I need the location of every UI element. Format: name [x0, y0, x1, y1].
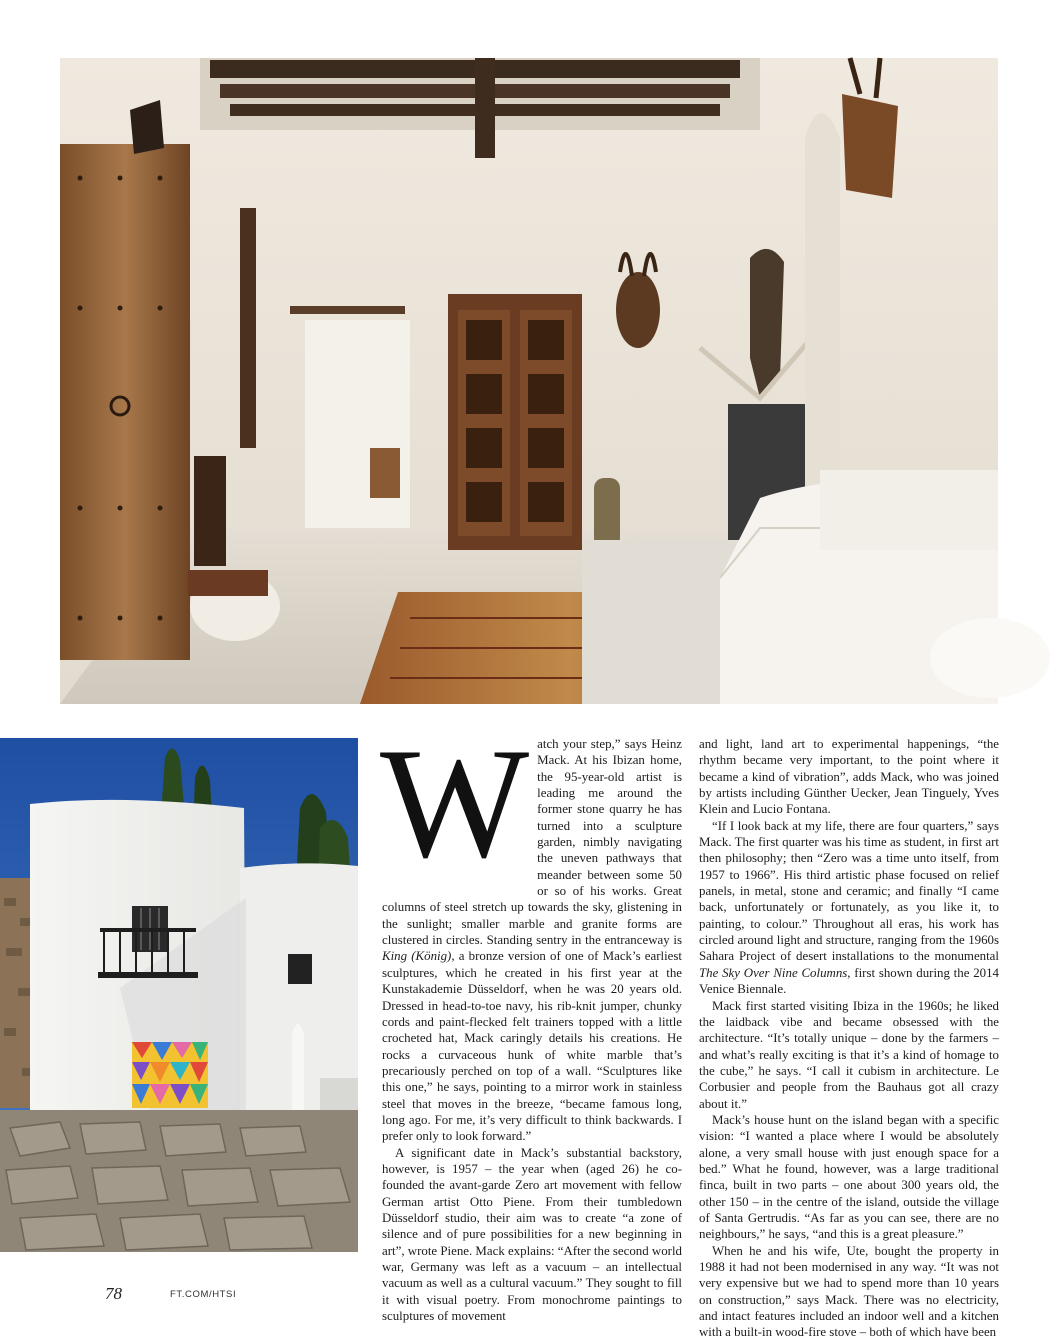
paragraph-text: , first shown during the 2014 Venice Biennale. [699, 965, 999, 997]
paragraph-text: a bronze version of one of Mack’s earliest sculptures, which he created in his first year at the Kunstakademie Düsseldorf, when he was 20 years old. Dressed in head-to-toe navy, his rib-knit jumper, chunky cords and paint-flecked felt trainers topped with a little crocheted hat, Mack caringly details his creations. He rocks a curvaceous hunk of white marble that’s precariously perched on top of a wall. “Sculptures like this one,” he says, pointing to a mirror work in stainless steel that moves in the breeze, “became famous long, long ago. For me, it’s very difficult to think backwards. I prefer only to look forward.” [382, 949, 682, 1144]
drop-cap: W [380, 716, 530, 891]
lead-text: atch your step,” says Heinz Mack. At his Ibizan home, the 95-year-old artist is leading me around the former stone quarry he has turned into a sculpture garden, nimbly navigating the uneven pathways that meander between some 50 or so of his works. Great columns of steel stretch up towards the sky, glistening in the sunlight; smaller marble and granite forms are clustered in circles. Standing sentry in the entranceway is [382, 737, 682, 948]
site-url: FT.COM/HTSI [170, 1289, 237, 1300]
whitewashed-finca-exterior-photo [0, 738, 358, 1252]
sculpture-title: King (König), [382, 949, 455, 964]
interior-living-room-photo [60, 58, 998, 704]
article-paragraph [699, 818, 999, 998]
article-paragraph: Mack first started visiting Ibiza in the 1960s; he liked the laidback vibe and became obsessed with the architecture. “It’s totally unique – done by the farmers – and what’s really exciting is that it’s a kind of homage to the cube,” he says. “I call it cubism in architecture. Le Corbusier and people from the Bauhaus got all crazy about it.” [699, 998, 999, 1111]
article-column-2 [699, 736, 999, 1341]
article-paragraph: Mack’s house hunt on the island began with a specific vision: “I wanted a place where I would be absolutely alone, a very small house with just enough space for a bed.” What he found, however, was a large traditional finca, built in two parts – one about 300 years old, the other 150 – in the centre of the island, outside the village of Santa Gertrudis. “As far as you can see, there are no neighbours,” he says, “and this is a great pleasure.” [699, 1112, 999, 1242]
article-paragraph: A significant date in Mack’s substantial backstory, however, is 1957 – the year when (aged 26) he co-founded the avant-garde Zero art movement with fellow German artist Otto Piene. From their tumbledown Düsseldorf studio, their aim was to create “a zone of silence and of pure possibilities for a new beginning in art”, wrote Piene. Mack explains: “After the second world war, Germany was left as a vacuum – an intellectual vacuum as well as a cultural vacuum.” They sought to fill it with visual poetry. From monochrome paintings to sculptures of movement [382, 1145, 682, 1324]
article-paragraph: and light, land art to experimental happenings, “the rhythm became very important, to the point where it became a kind of vibration”, adds Mack, who was joined by artists including Günther Uecker, Jean Tinguely, Yves Klein and Lucio Fontana. [699, 737, 999, 817]
article-column-1 [380, 716, 682, 1324]
paragraph-text: “If I look back at my life, there are four quarters,” says Mack. The first quarter was his time as student, in first art then philosophy; then “Zero was a time unto itself, from 1957 to 1966”. His third artistic phase focused on relief panels, in metal, stone and ceramic; and finally “I came back, unfortunately or fortunately, as you like it, to painting, to colour.” Throughout all eras, his work has circled around light and structure, ranging from the 1960s Sahara Project of desert installations to the monumental [699, 818, 999, 964]
artwork-title: The Sky Over Nine Columns [699, 965, 848, 980]
page-number: 78 [105, 1284, 122, 1303]
article-paragraph [380, 716, 682, 1145]
article-paragraph: When he and his wife, Ute, bought the property in 1988 it had not been modernised in any way. “It was not very expensive but we had to spend more than 10 years on construction,” says Mack. There was no electricity, and intact features included an indoor well and a kitchen with a built-in wood-fire stove – both of which have been [699, 1243, 999, 1340]
